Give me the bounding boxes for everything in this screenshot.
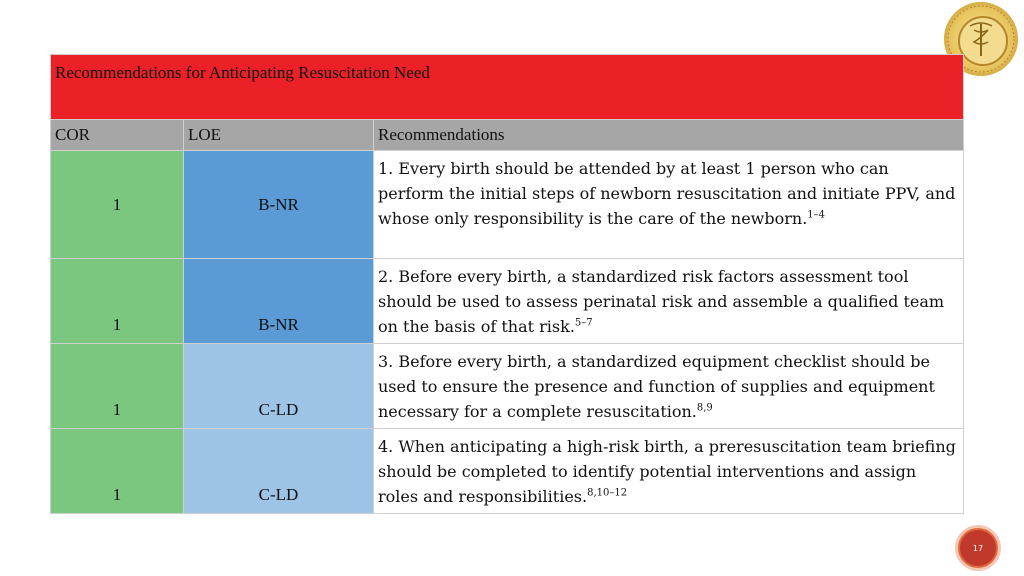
loe-header: LOE [184,120,374,151]
loe-cell: C-LD [184,344,374,429]
table-row [51,259,964,344]
reference-superscript: 1–4 [807,209,826,221]
reference-superscript: 5–7 [574,317,593,329]
page-number-badge: 17 [958,528,998,568]
table-row [51,429,964,514]
table-row [51,151,964,259]
recommendations-table [50,54,964,514]
loe-cell: B-NR [184,259,374,344]
reference-superscript: 8,9 [696,402,713,414]
loe-cell: C-LD [184,429,374,514]
recommendation-text: 1. Every birth should be attended by at least 1 person who can perform the initial steps of newborn resuscitation and initiate PPV, and whose only responsibility is the care of the newborn. [378,159,956,228]
table-title-row [51,55,964,120]
recommendation-text: 2. Before every birth, a standardized risk factors assessment tool should be used to assess perinatal risk and assemble a qualified team on the basis of that risk. [378,267,945,336]
reference-superscript: 8,10–12 [587,487,628,499]
cor-cell: 1 [51,151,184,259]
cor-cell: 1 [51,429,184,514]
cor-header: COR [51,120,184,151]
cor-cell: 1 [51,259,184,344]
cor-cell: 1 [51,344,184,429]
recommendation-cell [374,344,964,429]
recommendation-text: 4. When anticipating a high-risk birth, a preresuscitation team briefing should be completed to identify potential interventions and assign roles and responsibilities. [378,437,956,506]
recommendation-cell [374,259,964,344]
table-title: Recommendations for Anticipating Resuscitation Need [51,55,964,120]
recommendation-text: 3. Before every birth, a standardized equipment checklist should be used to ensure the presence and function of supplies and equipment necessary for a complete resuscitation. [378,352,935,421]
table-header-row [51,120,964,151]
recommendations-header: Recommendations [374,120,964,151]
recommendation-cell [374,429,964,514]
loe-cell: B-NR [184,151,374,259]
recommendation-cell [374,151,964,259]
table-row [51,344,964,429]
